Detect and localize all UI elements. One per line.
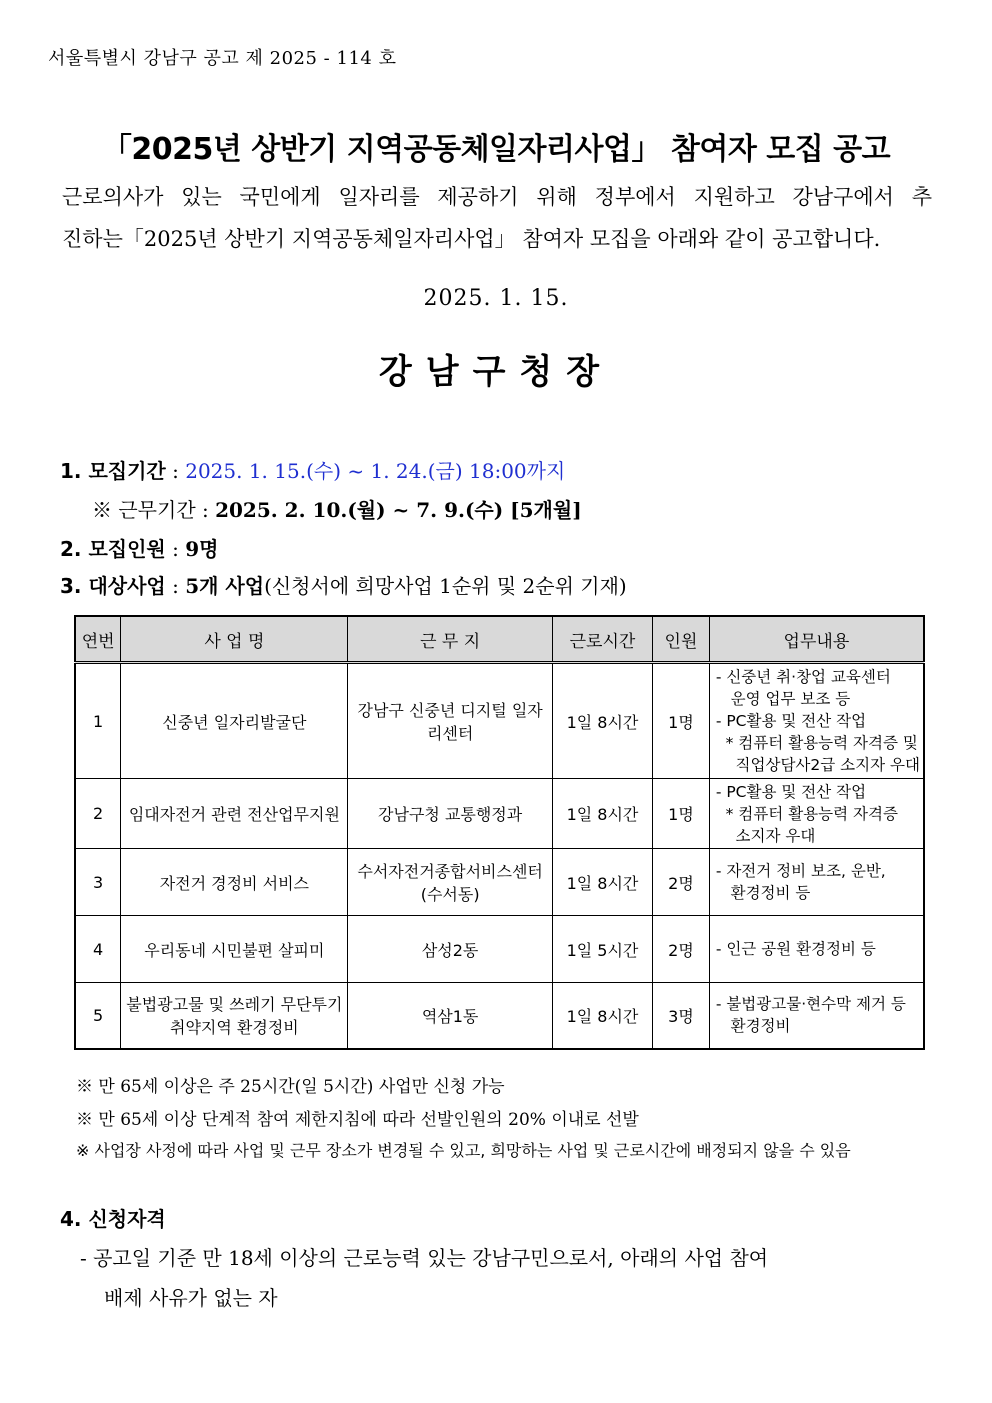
eligibility-line-2: 배제 사유가 없는 자 [104,1286,278,1310]
duty-line: 소지자 우대 [715,826,816,845]
duty-line: - 불법광고물·현수막 제거 등 [715,995,906,1014]
table-row [75,916,924,983]
project-table [74,615,925,1050]
separator: : [165,537,186,561]
cell-no: 4 [75,916,121,983]
cell-workplace: 강남구 신중년 디지털 일자리센터 [348,663,552,779]
duty-line: 운영 업무 보조 등 [715,690,851,708]
notice-number: 서울특별시 강남구 공고 제 2025 - 114 호 [48,48,397,69]
intro-line-2: 진하는「2025년 상반기 지역공동체일자리사업」 참여자 모집을 아래와 같이 공고합니다. [62,227,881,251]
duty-line: 환경정비 [715,1017,791,1036]
work-period-value: 2025. 2. 10.(월) ~ 7. 9.(수) [5개월] [215,498,582,522]
section-heading: 4. 신청자격 [60,1207,166,1231]
duty-line: * 컴퓨터 활용능력 자격증 및 [715,734,918,752]
duty-line: - PC활용 및 전산 작업 [715,712,867,730]
cell-duties [709,916,924,983]
work-period-label: ※ 근무기간 : [92,498,216,522]
cell-duties [709,779,924,849]
duty-line: * 컴퓨터 활용능력 자격증 [715,804,898,823]
separator: : [165,574,186,598]
cell-no: 5 [75,983,121,1049]
table-row [75,983,924,1049]
notice-date: 2025. 1. 15. [423,286,569,311]
section-heading: 1. 모집기간 [60,459,166,483]
cell-work-hours: 1일 8시간 [552,779,652,849]
duty-line: 직업상담사2급 소지자 우대 [715,756,920,774]
headcount-value: 9명 [185,537,219,561]
section-recruitment-period [60,455,565,484]
cell-workplace: 수서자전거종합서비스센터 (수서동) [348,849,552,916]
cell-project-name: 불법광고물 및 쓰레기 무단투기 취약지역 환경정비 [121,983,348,1049]
cell-workplace: 삼성2동 [348,916,552,983]
table-row [75,849,924,916]
header-project-name: 사 업 명 [121,616,348,663]
section-target-projects [60,570,627,599]
cell-headcount: 2명 [653,849,710,916]
header-no: 연번 [75,616,121,663]
cell-work-hours: 1일 8시간 [552,849,652,916]
duty-line: - 자전거 정비 보조, 운반, [715,862,886,880]
cell-no: 2 [75,779,121,849]
header-duties: 업무내용 [709,616,924,663]
table-row [75,779,924,849]
cell-work-hours: 1일 5시간 [552,916,652,983]
cell-work-hours: 1일 8시간 [552,983,652,1049]
header-work-hours: 근로시간 [552,616,652,663]
section-headcount [60,533,218,562]
eligibility-line-1: - 공고일 기준 만 18세 이상의 근로능력 있는 강남구민으로서, 아래의 사업 참여 [80,1246,769,1270]
recruitment-period-value: 2025. 1. 15.(수) ~ 1. 24.(금) 18:00까지 [185,459,566,483]
cell-duties [709,983,924,1049]
duty-line: - 인근 공원 환경정비 등 [715,940,876,958]
project-note: (신청서에 희망사업 1순위 및 2순위 기재) [264,574,627,598]
cell-headcount: 2명 [653,916,710,983]
eligibility-text [80,1238,920,1318]
section-heading: 3. 대상사업 [60,574,166,598]
header-headcount: 인원 [653,616,710,663]
project-count: 5개 사업 [185,574,265,598]
footnote: ※ 사업장 사정에 따라 사업 및 근무 장소가 변경될 수 있고, 희망하는 사업 및 근로시간에 배정되지 않을 수 있음 [76,1141,851,1160]
duty-line: 환경정비 등 [715,884,811,902]
section-heading: 2. 모집인원 [60,537,166,561]
cell-workplace: 역삼1동 [348,983,552,1049]
work-period [92,494,582,523]
cell-headcount: 1명 [653,663,710,779]
document-title: 「2025년 상반기 지역공동체일자리사업」 참여자 모집 공고 [101,132,891,167]
cell-no: 3 [75,849,121,916]
cell-duties [709,663,924,779]
cell-work-hours: 1일 8시간 [552,663,652,779]
section-eligibility [60,1203,166,1232]
cell-duties [709,849,924,916]
duty-line: - 신중년 취·창업 교육센터 [715,668,891,686]
cell-project-name: 임대자전거 관련 전산업무지원 [121,779,348,849]
cell-headcount: 3명 [653,983,710,1049]
cell-no: 1 [75,663,121,779]
table-header-row [75,616,924,663]
cell-project-name: 우리동네 시민불편 살피미 [121,916,348,983]
intro-paragraph [62,176,932,260]
footnote: ※ 만 65세 이상 단계적 참여 제한지침에 따라 선발인원의 20% 이내로 선발 [76,1110,639,1130]
intro-line-1: 근로의사가 있는 국민에게 일자리를 제공하기 위해 정부에서 지원하고 강남구에서 추 [62,185,932,209]
issuer-name: 강남구청장 [378,352,614,392]
duty-line: - PC활용 및 전산 작업 [715,782,867,801]
cell-project-name: 신중년 일자리발굴단 [121,663,348,779]
cell-workplace: 강남구청 교통행정과 [348,779,552,849]
header-workplace: 근 무 지 [348,616,552,663]
cell-headcount: 1명 [653,779,710,849]
footnote: ※ 만 65세 이상은 주 25시간(일 5시간) 사업만 신청 가능 [76,1077,505,1097]
cell-project-name: 자전거 경정비 서비스 [121,849,348,916]
table-row [75,663,924,779]
separator: : [165,459,186,483]
